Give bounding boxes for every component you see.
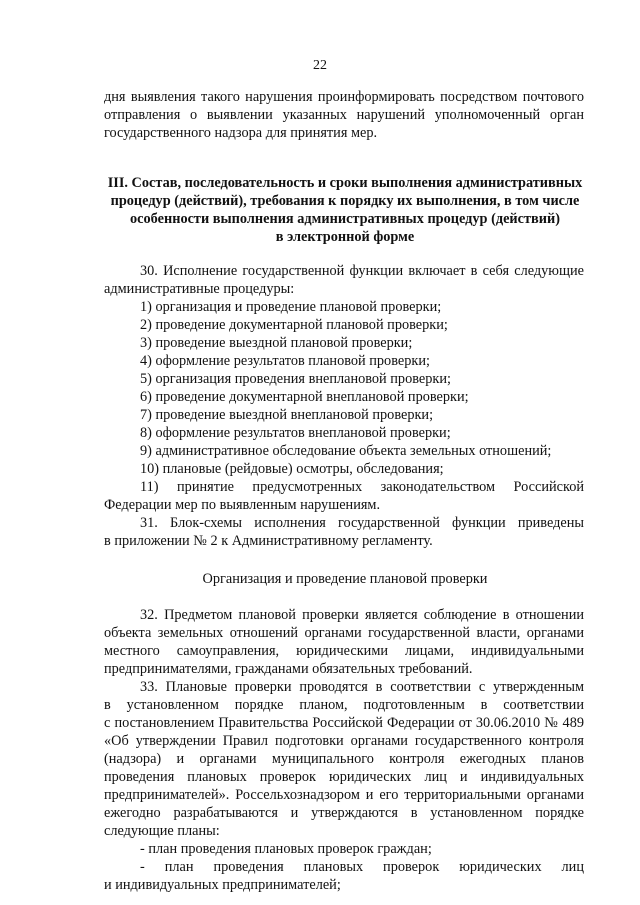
page-number: 22 bbox=[313, 58, 327, 73]
text-line: 30. Исполнение государственной функции включает в себя следующие bbox=[140, 263, 584, 279]
list-item: - план проведения плановых проверок граждан; bbox=[140, 841, 432, 857]
text-line: дня выявления такого нарушения проинформировать посредством почтового bbox=[104, 89, 584, 105]
text-line: предпринимателями, гражданами обязательных требований. bbox=[104, 661, 473, 677]
list-item: 8) оформление результатов внеплановой проверки; bbox=[140, 425, 451, 441]
list-item: 9) административное обследование объекта земельных отношений; bbox=[140, 443, 552, 459]
list-item: 1) организация и проведение плановой проверки; bbox=[140, 299, 442, 315]
text-line: следующие планы: bbox=[104, 823, 220, 839]
text-line: предпринимателей». Россельхознадзором и его территориальными органами bbox=[104, 787, 584, 803]
text-line: проведения плановых проверок юридических лиц и индивидуальных bbox=[104, 769, 584, 785]
list-item: 3) проведение выездной плановой проверки; bbox=[140, 335, 413, 351]
text-line: «Об утверждении Правил подготовки органами государственного контроля bbox=[104, 733, 584, 749]
section-heading-line: в электронной форме bbox=[275, 229, 415, 245]
list-item: 7) проведение выездной внеплановой проверки; bbox=[140, 407, 434, 423]
text-line: отправления о выявлении указанных нарушений уполномоченный орган bbox=[104, 107, 584, 123]
text-line: 31. Блок-схемы исполнения государственной функции приведены bbox=[140, 515, 584, 531]
text-line: в установленном порядке планом, подготовленным в соответствии bbox=[104, 697, 584, 713]
text-line: местного самоуправления, юридическими лицами, индивидуальными bbox=[104, 643, 584, 659]
list-item: 2) проведение документарной плановой проверки; bbox=[140, 317, 448, 333]
text-line: Федерации мер по выявленным нарушениям. bbox=[104, 497, 381, 513]
text-line: и индивидуальных предпринимателей; bbox=[104, 877, 341, 893]
section-heading-line: III. Состав, последовательность и сроки выполнения административных bbox=[107, 175, 583, 191]
text-line: 33. Плановые проверки проводятся в соответствии с утвержденным bbox=[140, 679, 584, 695]
subsection-heading: Организация и проведение плановой проверки bbox=[202, 571, 488, 587]
section-heading-line: особенности выполнения административных процедур (действий) bbox=[130, 211, 560, 227]
list-item: - план проведения плановых проверок юридических лиц bbox=[140, 859, 584, 875]
text-line: объекта земельных отношений органами государственной власти, органами bbox=[104, 625, 584, 641]
text-line: (надзора) и органами муниципального контроля ежегодных планов bbox=[104, 751, 584, 767]
list-item: 5) организация проведения внеплановой проверки; bbox=[140, 371, 451, 387]
list-item: 11) принятие предусмотренных законодательством Российской bbox=[140, 479, 584, 495]
text-line: 32. Предметом плановой проверки является соблюдение в отношении bbox=[140, 607, 584, 623]
text-line: в приложении № 2 к Административному регламенту. bbox=[104, 533, 433, 549]
list-item: 4) оформление результатов плановой проверки; bbox=[140, 353, 430, 369]
text-line: ежегодно разрабатываются и утверждаются в установленном порядке bbox=[104, 805, 584, 821]
text-line: административные процедуры: bbox=[104, 281, 295, 297]
list-item: 10) плановые (рейдовые) осмотры, обследования; bbox=[140, 461, 444, 477]
text-line: с постановлением Правительства Российской Федерации от 30.06.2010 № 489 bbox=[104, 715, 584, 731]
text-line: государственного надзора для принятия мер. bbox=[104, 125, 378, 141]
list-item: 6) проведение документарной внеплановой проверки; bbox=[140, 389, 469, 405]
section-heading-line: процедур (действий), требования к порядку их выполнения, в том числе bbox=[110, 193, 580, 209]
